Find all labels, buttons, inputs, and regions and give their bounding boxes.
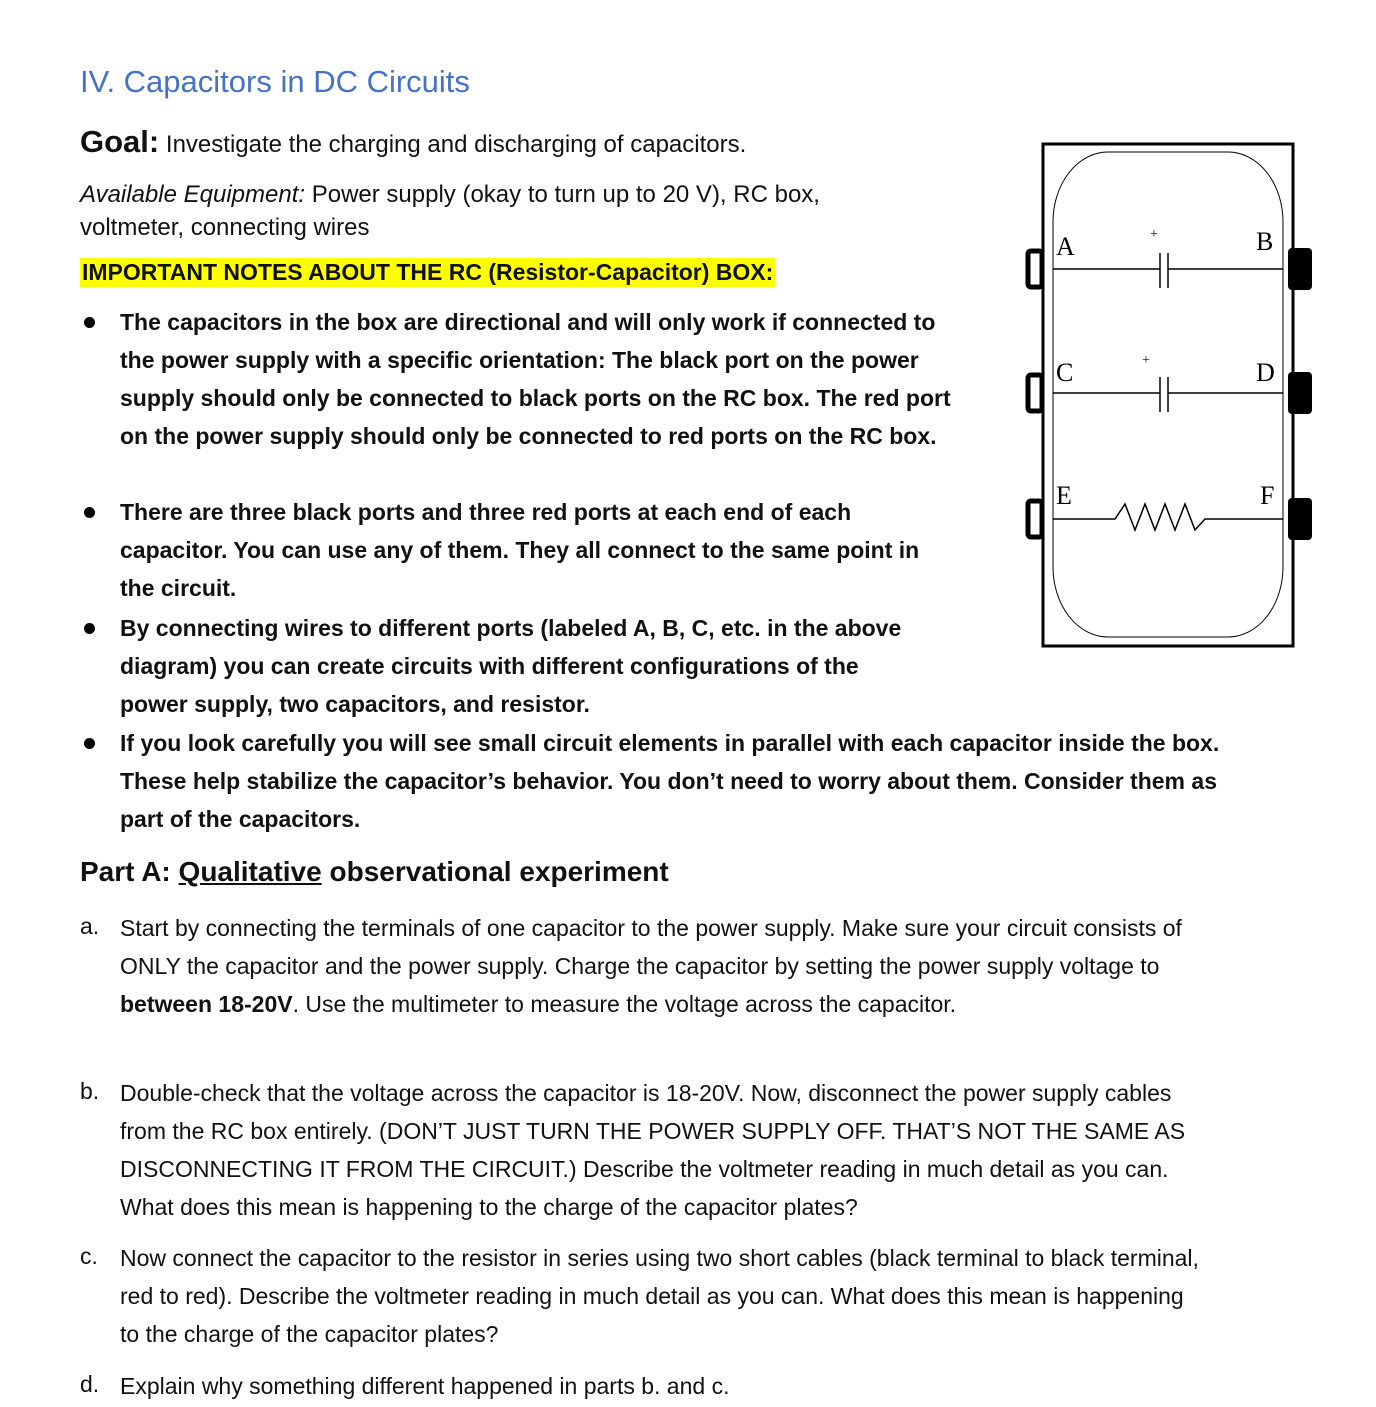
red-port-a[interactable] — [1028, 251, 1042, 287]
black-port-f[interactable] — [1288, 498, 1312, 540]
red-port-e[interactable] — [1028, 501, 1042, 537]
step-a-text-after: . Use the multimeter to measure the voltage across the capacitor. — [292, 991, 957, 1017]
port-label-d: D — [1256, 358, 1275, 387]
step-text: Double-check that the voltage across the capacitor is 18-20V. Now, disconnect the power supply cables from the RC box entirely. (DON’T JUST TURN THE POWER SUPPLY OFF. THAT’S NOT THE SAME AS DISCONNECTING IT FROM THE CIRCUIT.) Describe the voltmeter reading in much detail as you can. What does this mean is happening to the charge of the capacitor plates? — [120, 1080, 1186, 1220]
note-item: By connecting wires to different ports (labeled A, B, C, etc. in the above diagram) you can create circuits with different configurations of the power supply, two capacitors, and resistor. — [120, 615, 902, 717]
red-port-c[interactable] — [1028, 375, 1042, 411]
bullet-dot — [84, 507, 95, 518]
capacitor-2-plus-sign: + — [1142, 353, 1150, 368]
step-text: Explain why something different happened in parts b. and c. — [120, 1373, 730, 1399]
part-a-title — [80, 856, 669, 888]
goal-label: Goal: — [80, 124, 160, 159]
bullet-dot — [84, 623, 95, 634]
port-label-a: A — [1056, 232, 1075, 261]
equipment-line — [80, 178, 900, 244]
step-letter: a. — [80, 913, 100, 939]
step-letter: d. — [80, 1371, 100, 1397]
step-a-text-before: Start by connecting the terminals of one capacitor to the power supply. Make sure your circuit consists of ONLY the capacitor and the power supply. Charge the capacitor by setting the power supply voltage to — [120, 915, 1182, 979]
equipment-label: Available Equipment: — [80, 181, 306, 208]
goal-text: Investigate the charging and discharging of capacitors. — [165, 131, 747, 158]
port-label-b: B — [1256, 227, 1274, 256]
port-label-f: F — [1260, 481, 1275, 510]
step-letter: c. — [80, 1243, 98, 1269]
step-letter: b. — [80, 1078, 100, 1104]
part-a-suffix: observational experiment — [321, 856, 669, 887]
note-item: There are three black ports and three red ports at each end of each capacitor. You can use any of them. They all connect to the same point in the circuit. — [120, 499, 920, 601]
step-text — [120, 909, 1200, 1023]
note-item: If you look carefully you will see small circuit elements in parallel with each capacitor inside the box. These help stabilize the capacitor’s behavior. You don’t need to worry about them. Consider them as part of the capacitors. — [120, 730, 1220, 832]
black-port-b[interactable] — [1288, 248, 1312, 290]
section-title: IV. Capacitors in DC Circuits — [80, 64, 470, 99]
step-a-text-bold: between 18-20V — [120, 991, 293, 1017]
goal-line — [80, 124, 746, 160]
port-label-c: C — [1056, 358, 1074, 387]
capacitor-1-plus-sign: + — [1150, 227, 1158, 242]
important-notes-heading: IMPORTANT NOTES ABOUT THE RC (Resistor-Capacitor) BOX: — [82, 259, 774, 285]
equipment-text: Power supply (okay to turn up to 20 V), RC box, voltmeter, connecting wires — [80, 181, 820, 241]
note-item: The capacitors in the box are directional and will only work if connected to the power supply with a specific orientation: The black port on the power supply should only be connected to black ports on the RC box. The red port on the power supply should only be connected to red ports on the RC box. — [120, 309, 951, 449]
port-label-e: E — [1056, 481, 1072, 510]
black-port-d[interactable] — [1288, 372, 1312, 414]
bullet-dot — [84, 317, 95, 328]
step-text: Now connect the capacitor to the resistor in series using two short cables (black terminal to black terminal, red to red). Describe the voltmeter reading in much detail as you can. What does this mean is happening to the charge of the capacitor plates? — [120, 1245, 1199, 1347]
rc-box-diagram — [1020, 138, 1320, 653]
part-a-underlined: Qualitative — [178, 856, 322, 887]
part-a-prefix: Part A: — [80, 856, 179, 887]
bullet-dot — [84, 738, 95, 749]
